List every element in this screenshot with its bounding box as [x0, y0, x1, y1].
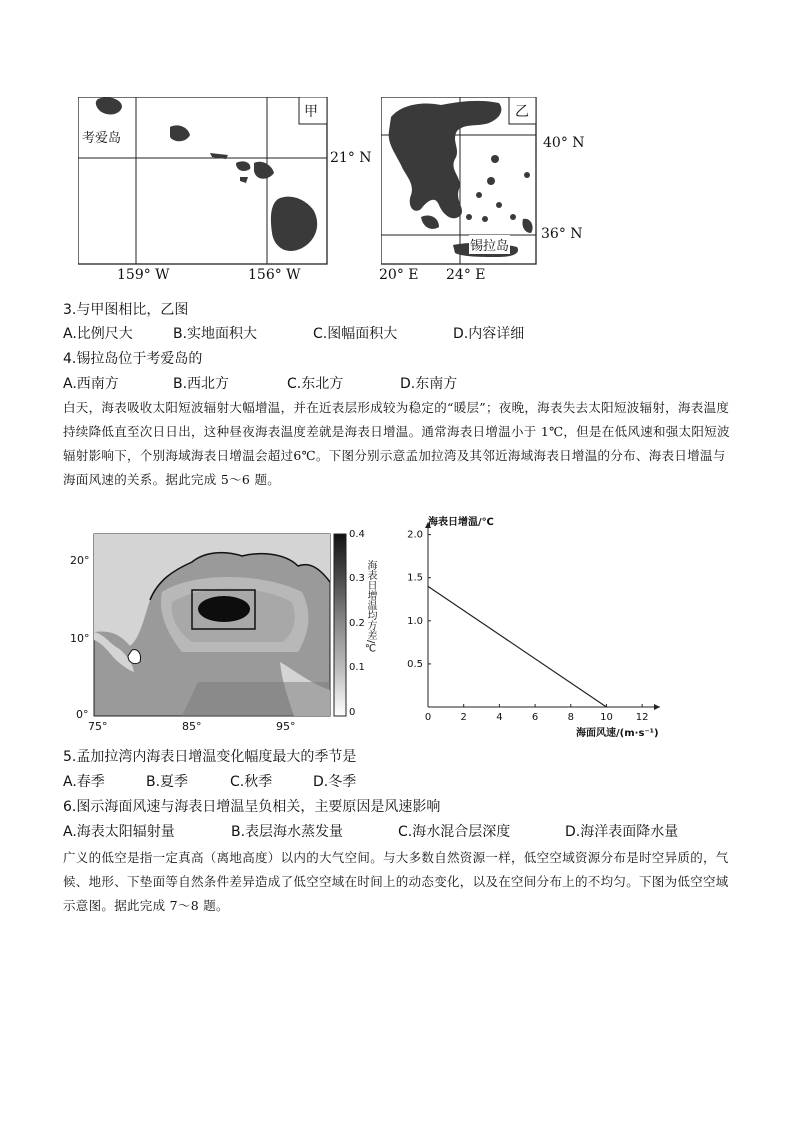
q3-option-c[interactable]: C.图幅面积大: [313, 326, 398, 342]
passage-low-altitude-airspace: 广义的低空是指一定真高（离地高度）以内的大气空间。与大多数自然资源一样，低空空域资源分布是时空异质的，气候、地形、下垫面等自然条件差异造成了低空空域在时间上的动态变化，以及在空间分布上的不均匀。下图为低空空域示意图。据此完成 7～8 题。: [63, 850, 729, 913]
y-tick-label: 0.5: [407, 658, 423, 670]
heatmap-y-tick-0: 0°: [76, 708, 89, 721]
passage-sea-surface-warming: 白天，海表吸收太阳短波辐射大幅增温，并在近表层形成较为稳定的“暖层”；夜晚，海表失去太阳短波辐射，海表温度持续降低直至次日日出，这种昼夜海表温度差就是海表日增温。通常海表日增温小于 1℃，但是在低风速和强太阳短波辐射影响下，个别海域海表日增温会超过6℃。下图分别示意孟加拉湾及其邻近海域海表日增温的分布、海表日增温与海面风速的关系。据此完成 5～6 题。: [63, 400, 730, 487]
map-yi-figure: [381, 97, 537, 265]
q4-option-b[interactable]: B.西北方: [173, 376, 230, 392]
map-yi-lat-label-2: 36° N: [541, 226, 583, 242]
x-tick-label: 0: [424, 712, 432, 723]
map-jia-tag: 甲: [304, 104, 318, 120]
x-tick-label: 8: [567, 712, 574, 723]
map-yi-lon-label-1: 20° E: [379, 267, 419, 283]
q6-option-d[interactable]: D.海洋表面降水量: [565, 824, 679, 840]
map-yi-lat-label-1: 40° N: [543, 135, 585, 151]
q3-option-b[interactable]: B.实地面积大: [173, 326, 258, 342]
chart-xlabel: 海面风速/(m·s⁻¹): [576, 728, 659, 739]
q4-option-d[interactable]: D.东南方: [400, 376, 458, 392]
q6-option-b[interactable]: B.表层海水蒸发量: [231, 824, 344, 840]
heatmap-x-tick-95: 95°: [276, 720, 296, 733]
q6-option-a[interactable]: A.海表太阳辐射量: [63, 824, 175, 840]
map-yi-tag: 乙: [515, 104, 529, 120]
map-jia-island-label: 考爱岛: [82, 127, 121, 146]
heatmap-svg: [62, 522, 382, 734]
chart-ylabel: 海表日增温/℃: [428, 517, 494, 528]
q6-option-c[interactable]: C.海水混合层深度: [398, 824, 511, 840]
y-tick-label: 1.5: [407, 572, 423, 584]
colorbar-tick-03: 0.3: [349, 573, 365, 584]
wind-warming-chart: [398, 510, 670, 742]
map-jia: [78, 97, 328, 265]
heatmap-figure: [62, 522, 382, 734]
colorbar-title: 海表日增温均方差/℃: [365, 560, 376, 655]
q5-option-b[interactable]: B.夏季: [146, 774, 189, 790]
map-yi-island-label: 锡拉岛: [469, 235, 510, 254]
map-jia-lon-label-1: 159° W: [117, 267, 170, 283]
x-axis-arrow: [654, 704, 660, 710]
map-jia-lon-label-2: 156° W: [248, 267, 301, 283]
q4-option-a[interactable]: A.西南方: [63, 376, 119, 392]
q4-option-c[interactable]: C.东北方: [287, 376, 344, 392]
q5-option-a[interactable]: A.春季: [63, 774, 105, 790]
series-line: [428, 586, 606, 707]
q3-option-d[interactable]: D.内容详细: [453, 326, 525, 342]
map-yi-lon-label-2: 24° E: [446, 267, 486, 283]
y-tick-label: 1.0: [407, 615, 423, 627]
heatmap-x-tick-85: 85°: [182, 720, 202, 733]
q3-stem: 3.与甲图相比，乙图: [63, 302, 189, 318]
q5-option-c[interactable]: C.秋季: [230, 774, 273, 790]
q4-stem: 4.锡拉岛位于考爱岛的: [63, 351, 203, 367]
line-chart-svg: [398, 510, 670, 742]
x-tick-label: 4: [496, 712, 503, 723]
map-jia-lat-label: 21° N: [330, 150, 372, 166]
colorbar-tick-04: 0.4: [349, 529, 365, 540]
colorbar-tick-02: 0.2: [349, 618, 365, 629]
heatmap-x-tick-75: 75°: [88, 720, 108, 733]
map-yi: [381, 97, 537, 265]
y-tick-label: 2.0: [407, 529, 423, 541]
x-tick-label: 10: [600, 712, 613, 723]
q3-option-a[interactable]: A.比例尺大: [63, 326, 133, 342]
x-tick-label: 2: [460, 712, 467, 723]
colorbar-tick-01: 0.1: [349, 662, 365, 673]
q5-option-d[interactable]: D.冬季: [313, 774, 357, 790]
q5-stem: 5.孟加拉湾内海表日增温变化幅度最大的季节是: [63, 749, 357, 765]
map-jia-figure: [78, 97, 328, 265]
x-tick-label: 6: [531, 712, 539, 723]
x-tick-label: 12: [635, 712, 649, 723]
q6-stem: 6.图示海面风速与海表日增温呈负相关，主要原因是风速影响: [63, 799, 441, 815]
heatmap-y-tick-20: 20°: [70, 554, 90, 567]
heatmap-y-tick-10: 10°: [70, 632, 90, 645]
colorbar-tick-0: 0: [349, 707, 356, 718]
